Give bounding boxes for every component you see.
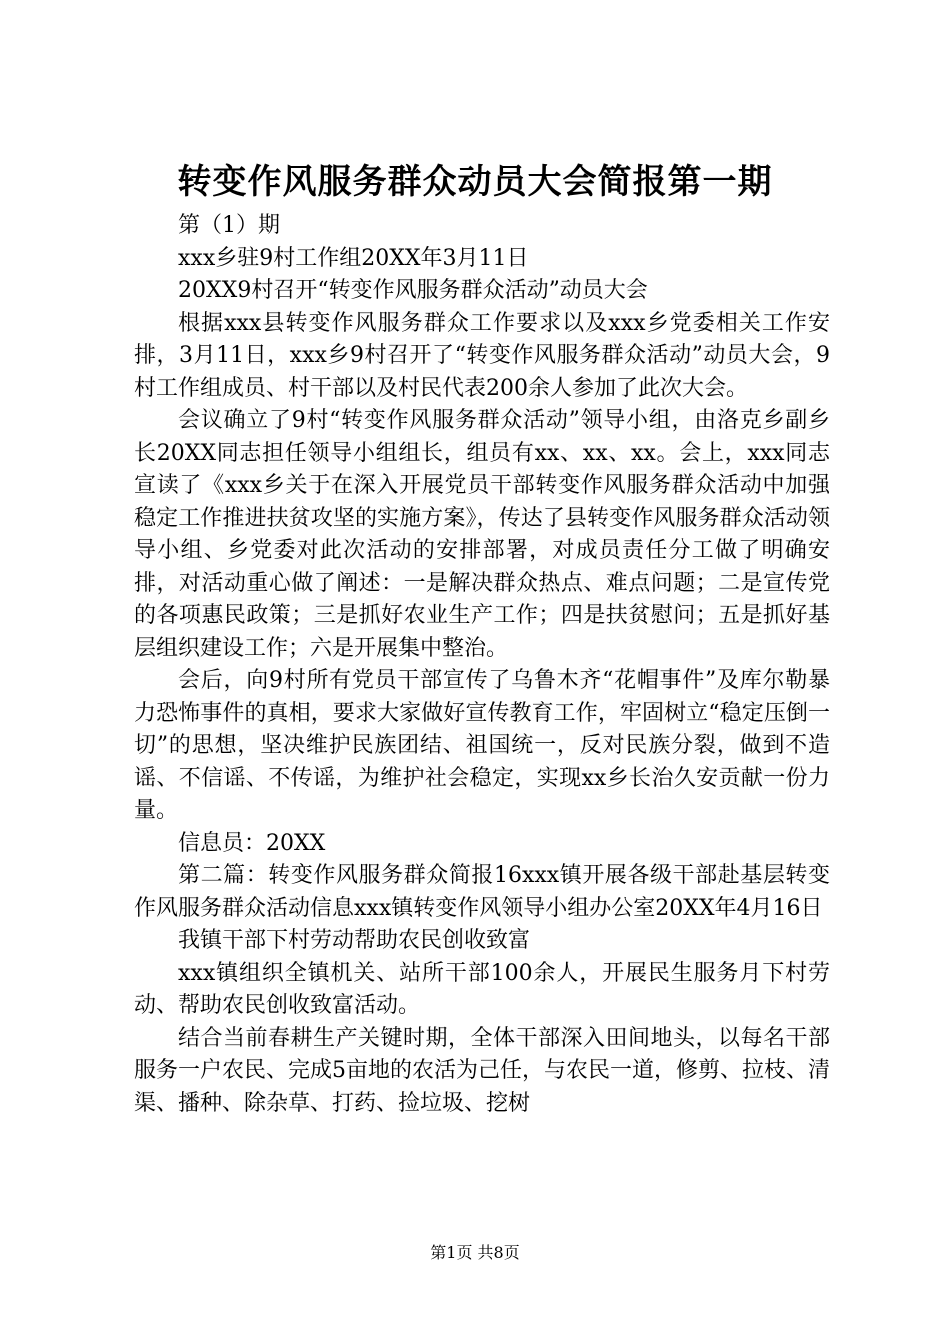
body-paragraph: 会后，向9村所有党员干部宣传了乌鲁木齐“花帽事件”及库尔勒暴力恐怖事件的真相，要求大家做好宣传教育工作，牢固树立“稳定压倒一切”的思想，坚决维护民族团结、祖国统一，反对民族分裂，做到不造谣、不信谣、不传谣，为维护社会稳定，实现xx乡长治久安贡献一份力量。 — [134, 668, 830, 823]
document-body — [134, 210, 830, 1120]
body-paragraph: 根据xxx县转变作风服务群众工作要求以及xxx乡党委相关工作安排，3月11日，xxx乡9村召开了“转变作风服务群众活动”动员大会，9村工作组成员、村干部以及村民代表200余人参加了此次大会。 — [134, 310, 830, 401]
body-paragraph: 结合当前春耕生产关键时期，全体干部深入田间地头，以每名干部服务一户农民、完成5亩地的农活为己任，与农民一道，修剪、拉枝、清渠、播种、除杂草、打药、捡垃圾、挖树 — [134, 1025, 830, 1116]
headline-line: 20XX9村召开“转变作风服务群众活动”动员大会 — [178, 278, 648, 303]
issue-number: 第（1）期 — [178, 213, 280, 238]
second-article-subtitle: 我镇干部下村劳动帮助农民创收致富 — [178, 928, 531, 953]
page-footer: 第1页 共8页 — [430, 1243, 520, 1262]
body-paragraph: xxx镇组织全镇机关、站所干部100余人，开展民生服务月下村劳动、帮助农民创收致富活动。 — [134, 960, 830, 1018]
informant-line: 信息员：20XX — [178, 830, 326, 856]
document-title: 转变作风服务群众动员大会简报第一期 — [177, 162, 773, 202]
body-paragraph: 会议确立了9村“转变作风服务群众活动”领导小组，由洛克乡副乡长20XX同志担任领导小组组长，组员有xx、xx、xx。会上，xxx同志宣读了《xxx乡关于在深入开展党员干部转变作风服务群众活动中加强稳定工作推进扶贫攻坚的实施方案》，传达了县转变作风服务群众活动领导小组、乡党委对此次活动的安排部署，对成员责任分工做了明确安排，对活动重心做了阐述：一是解决群众热点、难点问题；二是宣传党的各项惠民政策；三是抓好农业生产工作；四是扶贫慰问；五是抓好基层组织建设工作；六是开展集中整治。 — [134, 408, 830, 661]
second-article-heading: 第二篇：转变作风服务群众简报16xxx镇开展各级干部赴基层转变作风服务群众活动信息xxx镇转变作风领导小组办公室20XX年4月16日 — [134, 863, 830, 921]
issuer-date-line: xxx乡驻9村工作组20XX年3月11日 — [178, 245, 529, 271]
